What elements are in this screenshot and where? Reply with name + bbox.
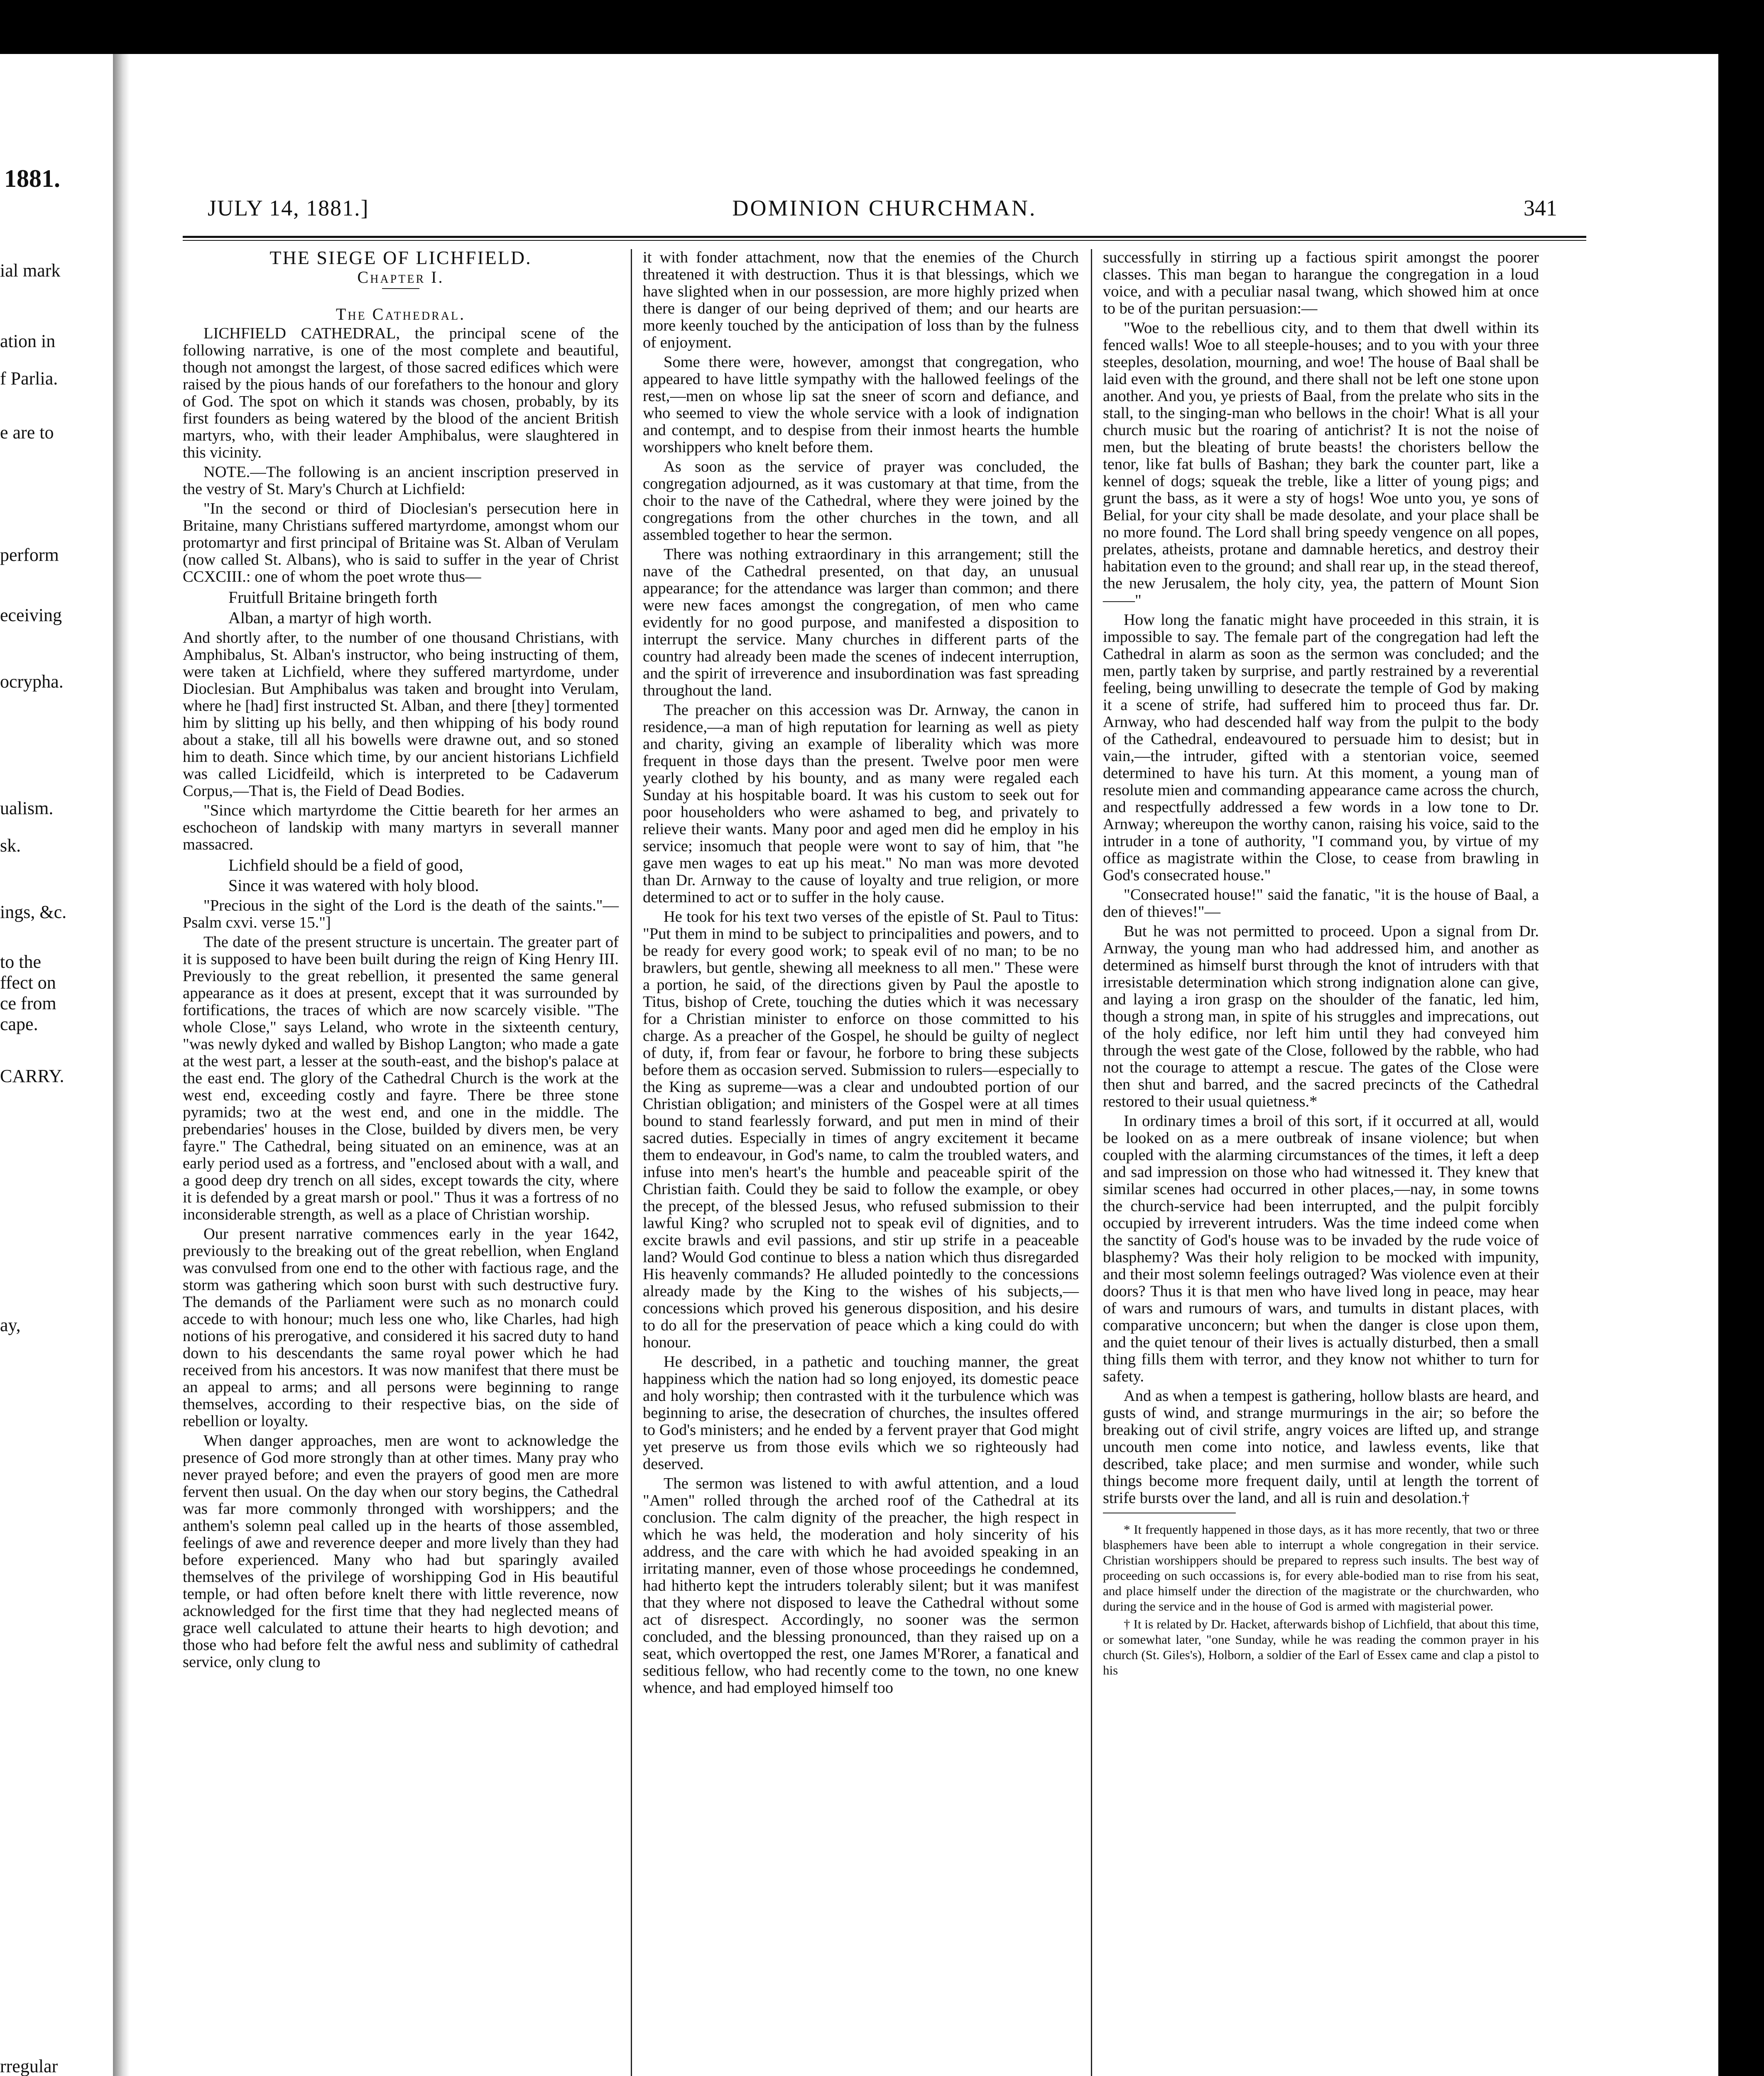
prev-page-text: ings, &c.	[0, 902, 67, 922]
paragraph: As soon as the service of prayer was concluded, the congregation adjourned, as it was customary at that time, from the choir to the nave of the Cathedral, where they were joined by the congregations from the other churches in the town, and all assembled together to hear the sermon.	[643, 458, 1079, 543]
paragraph: And as when a tempest is gathering, hollow blasts are heard, and gusts of wind, and strange murmurings in the air; so before the breaking out of civil strife, angry voices are lifted up, and strange uncouth men come into notice, and lawless events, like that described, take place; and men surmise and wonder, while such things become more frequent daily, until at length the torrent of strife bursts over the land, and all is ruin and desolation.†	[1103, 1387, 1539, 1507]
paragraph: Some there were, however, amongst that congregation, who appeared to have little sympathy with the hallowed feelings of the rest,—men on whose lip sat the sneer of scorn and defiance, and who seemed to view the whole service with a look of indignation and contempt, and to despise from their inmost hearts the humble worshippers who knelt before them.	[643, 353, 1079, 456]
inscription-paragraph: And shortly after, to the number of one thousand Christians, with Amphibalus, St. Alban's instructor, who being instructing of them, were taken at Lichfield, where they suffered martyrdome, under Dioclesian. But Amphibalus was taken and brought into Verulam, where he [had] first instructed St. Alban, and there [they] tormented him by slitting up his belly, and then whipping of his body round about a stake, till all his bowells were drawne out, and so stoned him to death. Since which time, by our ancient historians Lichfield was called Licidfeild, which is interpreted to be Cadaverum Corpus,—That is, the Field of Dead Bodies.	[183, 629, 619, 800]
prev-page-text: sk.	[0, 835, 21, 856]
column-divider	[1091, 249, 1092, 2076]
prev-page-text: ation in	[0, 331, 56, 351]
note-paragraph: NOTE.—The following is an ancient inscription preserved in the vestry of St. Mary's Church at Lichfield:	[183, 463, 619, 498]
separator	[382, 288, 419, 289]
scripture-quote: "Precious in the sight of the Lord is the death of the saints."—Psalm cxvi. verse 15."]	[183, 897, 619, 931]
prev-page-text: ce from	[0, 993, 56, 1014]
prev-page-text: ocrypha.	[0, 671, 64, 692]
paragraph: There was nothing extraordinary in this arrangement; still the nave of the Cathedral presented, on that day, an unusual appearance; for the attendance was larger than common; and there were new faces amongst the congregation, of men who came evidently for no good purpose, and manifested a disposition to interrupt the service. Many churches in different parts of the country had already been made the scenes of indecent interruption, and the spirit of irreverence and insubordination was fast spreading throughout the land.	[643, 546, 1079, 699]
column-divider	[631, 249, 632, 2076]
verse-line: Alban, a martyr of high worth.	[228, 608, 432, 627]
verse-line: Lichfield should be a field of good,	[228, 856, 463, 874]
page-number: 341	[1524, 196, 1557, 220]
paragraph: "Woe to the rebellious city, and to them that dwell within its fenced walls! Woe to all steeple-houses; and to you with your three steeples, desolation, mourning, and woe! The house of Baal shall be laid even with the ground, and there shall not be left one stone upon another. And you, ye priests of Baal, from the prelate who sits in the stall, to the singing-man who bellows in the choir! What is all your church music but the roaring of antichrist? It is not the noise of men, but the bleating of brute beasts! the choristers bellow the tenor, like fat bulls of Bashan; they bark the counter part, like a kennel of dogs; squeak the treble, like a litter of young pigs; and grunt the bass, as it were a sty of hogs! Woe unto you, ye sons of Belial, for your city shall be made desolate, and your place shall be no more found. The Lord shall bring speedy vengence on all popes, prelates, atheists, protane and damnable heretics, and destroy their habitation even to the ground; and shall rear up, in the stead thereof, the new Jerusalem, the holy city, yea, the pattern of Mount Sion ——"	[1103, 319, 1539, 609]
prev-page-text: e are to	[0, 422, 54, 443]
paragraph: He took for his text two verses of the epistle of St. Paul to Titus: "Put them in mind to be subject to principalities and powers, and to be ready for every good work; to speak evil of no man; to be no brawlers, but gentle, shewing all meekness to all men." These were a portion, he said, of the directions given by Paul the apostle to Titus, bishop of Crete, touching the duties which it was necessary for a Christian minister to enforce on those committed to his charge. As a preacher of the Gospel, he should be guilty of neglect of duty, if, from fear or favour, he forbore to bring these subjects before them as occasion served. Submission to rulers—especially to the King as supreme—was a clear and undoubted portion of our Christian obligation; and ministers of the Gospel were at all times bound to stand fearlessly forward, and put men in mind of their sacred duties. Especially in times of angry excitement it became them to endeavour, in God's name, to calm the troubled waters, and infuse into men's heart's the humble and peaceable spirit of the Christian faith. Could they be said to follow the example, or obey the precept, of the blessed Jesus, who refused submission to their lawful King? who scrupled not to speak evil of dignities, and to excite brawls and evil passions, and stir up strife in a peaceable land? Would God continue to bless a nation which thus disregarded His heavenly commands? He alluded pointedly to the concessions already made by the King to the wishes of his subjects,—concessions which proved his generous disposition, and his desire to do all for the preservation of peace which a king could do with honour.	[643, 908, 1079, 1351]
newspaper-page	[183, 0, 1586, 2076]
prev-page-text: to the	[0, 952, 41, 972]
prev-page-text: f Parlia.	[0, 368, 58, 389]
paragraph: LICHFIELD CATHEDRAL, the principal scene of the following narrative, is one of the most complete and beautiful, though not amongst the largest, of those sacred edifices which were raised by the pious hands of our forefathers to the honour and glory of God. The spot on which it stands was chosen, probably, by its first founders as being watered by the blood of the ancient British martyrs, who, with their leader Amphibalus, were slaughtered in this vicinity.	[183, 325, 619, 461]
prev-page-text: eceiving	[0, 605, 62, 625]
prev-page-text: ualism.	[0, 798, 54, 818]
page-gutter	[113, 54, 130, 2076]
column-3	[1103, 249, 1539, 1680]
prev-page-text: cape.	[0, 1014, 38, 1034]
previous-page-margin	[0, 54, 113, 2076]
paragraph: The sermon was listened to with awful attention, and a loud "Amen" rolled through the arched roof of the Cathedral at its conclusion. The calm dignity of the preacher, the high respect in which he was held, the moderation and holy sincerity of his address, and the care with which he had avoided speaking in an irritating manner, even of those whose proceedings he condemned, had hitherto kept the intruders tolerably silent; but it was manifest that they where not disposed to leave the Cathedral without some act of disrespect. Accordingly, no sooner was the sermon concluded, and the blessing pronounced, than they raised up on a seat, which overtopped the rest, one James M'Rorer, a fanatical and seditious fellow, who had recently come to the town, no one knew whence, and had employed himself too	[643, 1475, 1079, 1697]
paragraph: When danger approaches, men are wont to acknowledge the presence of God more strongly than at other times. Many pray who never prayed before; and even the prayers of good men are more fervent then usual. On the day when our story begins, the Cathedral was far more commonly thronged with worshippers; and the anthem's solemn peal called up in the hearts of those assembled, feelings of awe and reverence deeper and more lively than they had before experienced. Many who had but sparingly availed themselves of the privilege of worshipping God in His beautiful temple, or had often before knelt there with little reverence, now acknowledged for the first time that they had neglected means of grace well calculated to attune their hearts to high devotion; and those who had before felt the awful ness and sublimity of cathedral service, only clung to	[183, 1432, 619, 1671]
verse-line: Since it was watered with holy blood.	[228, 876, 479, 895]
prev-page-text: ffect on	[0, 972, 56, 993]
inscription-paragraph: "Since which martyrdome the Cittie beareth for her armes an eschocheon of landskip with many martyrs in severall manner massacred.	[183, 802, 619, 853]
column-1	[183, 249, 619, 1673]
paragraph: it with fonder attachment, now that the enemies of the Church threatened it with destruction. Thus it is that blessings, which we have slighted when in our possession, are more highly prized when there is danger of our being deprived of them; and our hearts are more keenly touched by the anticipation of loss than by the fulness of enjoyment.	[643, 249, 1079, 351]
paragraph: But he was not permitted to proceed. Upon a signal from Dr. Arnway, the young man who had addressed him, and another as determined as himself burst through the knot of intruders with that irresistable determination which strong indignation alone can give, and laying a iron grasp on the shoulder of the fanatic, led him, though a strong man, in spite of his struggles and imprecations, out of the holy edifice, nor left him until they had conveyed him through the west gate of the Close, followed by the rabble, who had not the courage to attempt a rescue. The gates of the Close were then shut and barred, and the sacred precincts of the Cathedral restored to their usual quietness.*	[1103, 923, 1539, 1110]
issue-date: JULY 14, 1881.]	[208, 196, 369, 220]
prev-page-text: ay,	[0, 1315, 21, 1335]
prev-page-text: rregular	[0, 2056, 58, 2076]
prev-page-text: ial mark	[0, 260, 61, 281]
header-rule	[183, 236, 1586, 238]
prev-page-text: CARRY.	[0, 1066, 64, 1086]
verse-line: Fruitfull Britaine bringeth forth	[228, 588, 438, 607]
paragraph: "Consecrated house!" said the fanatic, "it is the house of Baal, a den of thieves!"—	[1103, 886, 1539, 920]
paragraph: Our present narrative commences early in the year 1642, previously to the breaking out of the great rebellion, when England was convulsed from one end to the other with factious rage, and the storm was gathering which soon burst with such destructive fury. The demands of the Parliament were such as no monarch could accede to with honour; much less one who, like Charles, had high notions of his prerogative, and considered it his sacred duty to hand down to his descendants the same royal power which he had received from his ancestors. It was now manifest that there must be an appeal to arms; and all persons were beginning to range themselves, according to their respective bias, on the side of rebellion or loyalty.	[183, 1225, 619, 1430]
paragraph: In ordinary times a broil of this sort, if it occurred at all, would be looked on as a mere outbreak of insane violence; but when coupled with the alarming circumstances of the times, it left a deep and sad impression on those who had witnessed it. They knew that similar scenes had occurred in other places,—nay, in some towns the church-service had been interrupted, and the pulpit forcibly occupied by irreverent intruders. Was the time indeed come when the sanctity of God's house was to be invaded by the rude voice of blasphemy? Was their holy religion to be mocked with impunity, and their most solemn feelings outraged? Was violence even at their doors? Thus it is that men who have lived long in peace, may hear of wars and rumours of wars, and tumults in distant places, with comparative unconcern; but when the danger is close upon them, and the quiet tenour of their lives is actually disturbed, then a small thing fills them with terror, and they know not whither to turn for safety.	[1103, 1112, 1539, 1385]
chapter-subtitle: The Cathedral.	[336, 305, 466, 323]
page-header	[195, 195, 1574, 220]
footnote: † It is related by Dr. Hacket, afterwards bishop of Lichfield, that about this time, or somewhat later, "one Sunday, while he was reading the common prayer in his church (St. Giles's), Holborn, a soldier of the Earl of Essex came and clap a pistol to his	[1103, 1617, 1539, 1677]
paragraph: How long the fanatic might have proceeded in this strain, it is impossible to say. The female part of the congregation had left the Cathedral in alarm as soon as the sermon was concluded; and the men, partly taken by surprise, and partly restrained by a reverential feeling, being unwilling to desecrate the temple of God by making it a scene of strife, had suffered him to proceed thus far. Dr. Arnway, who had descended half way from the pulpit to the body of the Cathedral, endeavoured to persuade him to desist; but in vain,—the intruder, gifted with a stentorian voice, seemed determined to have his turn. At this moment, a young man of resolute mien and commanding appearance came across the church, and respectfully addressed a few words in a low tone to Dr. Arnway; whereupon the worthy canon, raising his voice, said to the intruder in a tone of authority, "I command you, by virtue of my office as magistrate within the Close, to cease from brawling in God's consecrated house."	[1103, 611, 1539, 884]
paragraph: The preacher on this accession was Dr. Arnway, the canon in residence,—a man of high reputation for learning as well as piety and charity, giving an example of liberality which was more frequent in those days than the present. Twelve poor men were yearly clothed by his bounty, and as many were regaled each Sunday at his hospitable board. It was his custom to seek out for poor householders who were ashamed to beg, and privately to relieve their wants. Many poor and aged men did he employ in his service; insomuch that people were wont to say of him, that "he gave men wages to eat up his meat." No man was more devoted than Dr. Arnway to the cause of loyalty and true religion, or more determined to act or to suffer in the holy cause.	[643, 701, 1079, 906]
masthead-title: DOMINION CHURCHMAN.	[732, 196, 1037, 220]
paragraph: The date of the present structure is uncertain. The greater part of it is supposed to have been built during the reign of King Henry III. Previously to the great rebellion, it presented the same general appearance as it does at present, except that it was surrounded by fortifications, the traces of which are now scarcely visible. "The whole Close," says Leland, who wrote in the sixteenth century, "was newly dyked and walled by Bishop Langton; who made a gate at the west part, a lesser at the south-east, and the bishop's palace at the east end. The glory of the Cathedral Church is the work at the west end, exceeding costly and fayre. There be three stone pyramids; two at the west end, and one in the middle. The prebendaries' houses in the Close, builded by divers men, be very fayre." The Cathedral, being situated on an eminence, was at an early period used as a fortress, and "enclosed about with a wall, and a good deep dry trench on all sides, except towards the city, where it is defended by a great marsh or pool." Thus it was a fortress of no inconsiderable strength, as well as a place of Christian worship.	[183, 933, 619, 1223]
prev-page-text: perform	[0, 545, 59, 565]
article-title: THE SIEGE OF LICHFIELD.	[270, 247, 532, 268]
column-2	[643, 249, 1079, 1699]
inscription-paragraph: "In the second or third of Dioclesian's persecution here in Britaine, many Christians suffered martyrdome, amongst whom our protomartyr and first principal of Britaine was St. Alban of Verulam (now called St. Albans), who is said to suffer in the year of Christ CCXCIII.: one of whom the poet wrote thus—	[183, 500, 619, 585]
footnote: * It frequently happened in those days, as it has more recently, that two or three blasphemers have been able to interrupt a whole congregation in their service. Christian worshippers should be prepared to repress such insults. The best way of proceeding on such occassions is, for every able-bodied man to rise from his seat, and place himself under the direction of the magistrate or the churchwarden, who during the service and in the house of God is armed with magisterial power.	[1103, 1522, 1539, 1613]
chapter-heading: Chapter I.	[357, 268, 444, 286]
header-rule-thin	[183, 240, 1586, 241]
paragraph: He described, in a pathetic and touching manner, the great happiness which the nation had so long enjoyed, its domestic peace and holy worship; then contrasted with it the turbulence which was beginning to arise, the desecration of churches, the insultes offered to God's ministers; and he ended by a fervent prayer that God might yet preserve us from those evils which we so righteously had deserved.	[643, 1353, 1079, 1473]
prev-page-text: 1881.	[4, 165, 60, 192]
paragraph: successfully in stirring up a factious spirit amongst the poorer classes. This man began to harangue the congregation in a loud voice, and with a peculiar nasal twang, which showed him at once to be of the puritan persuasion:—	[1103, 249, 1539, 317]
